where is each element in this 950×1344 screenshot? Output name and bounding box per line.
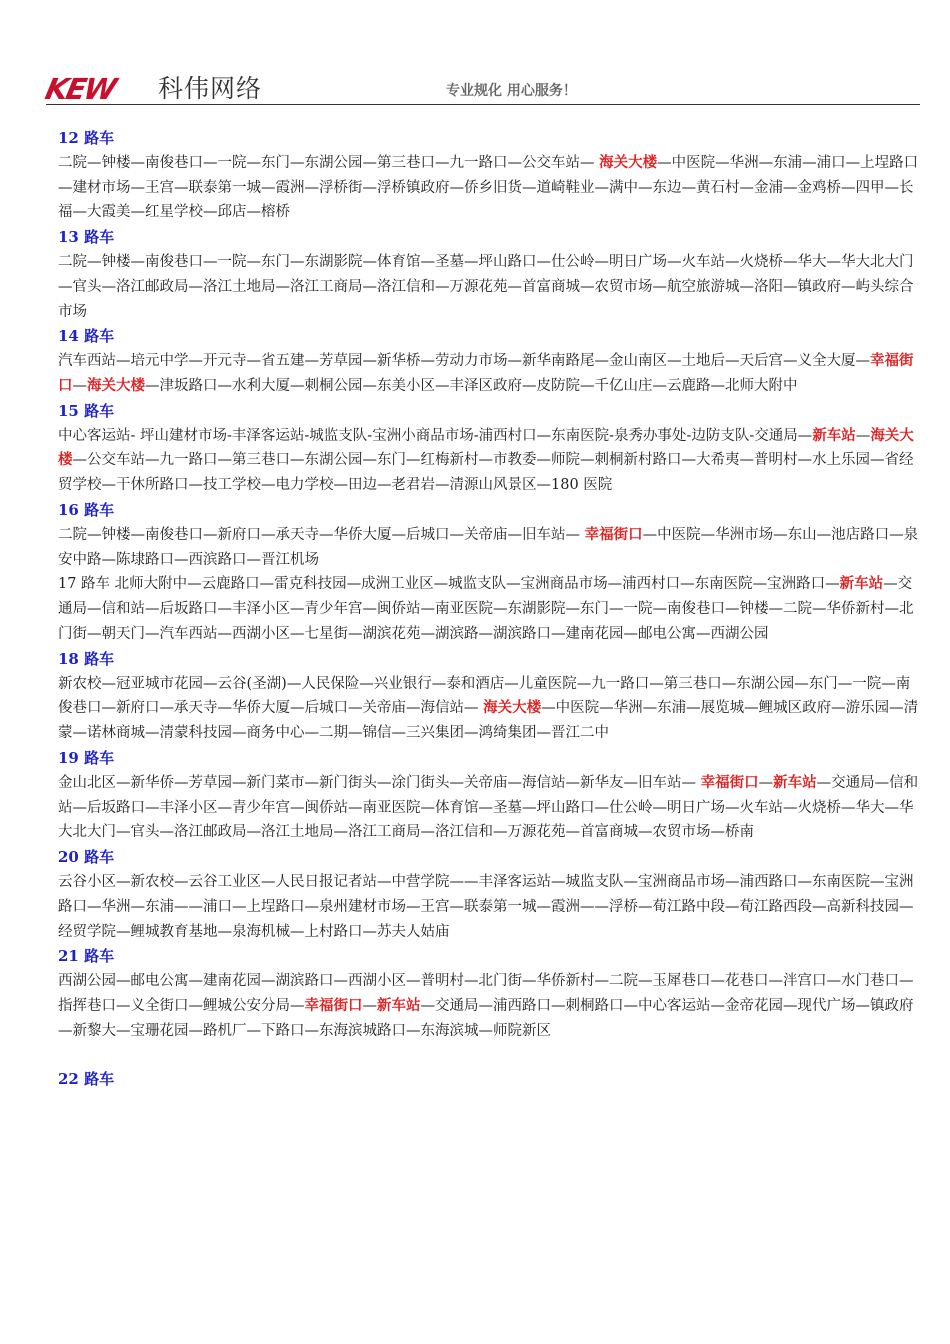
- route-stops: [58, 672, 920, 746]
- route-stops: [58, 424, 920, 498]
- highlighted-stop: 新车站: [812, 426, 856, 444]
- route-stops: [58, 969, 920, 1043]
- route-title: 15 路车: [58, 401, 115, 420]
- route-title: 19 路车: [58, 748, 115, 767]
- stop-text: —: [72, 377, 87, 394]
- route-stops: [58, 572, 920, 646]
- route-title: 21 路车: [58, 947, 115, 966]
- company-name: 科伟网络: [158, 74, 263, 103]
- highlighted-stop: 幸福街口: [700, 773, 759, 791]
- stop-text: —中医院—华洲—东浦—浦口—上埕路口—建材市场—王宫—联泰第一城—霞洲—浮桥街—浮桥镇政府—侨乡旧货—道崎鞋业—满中—东边—黄石村—金浦—金鸡桥—四甲—长福—大霞美—红星学校—邱店—榕桥: [58, 154, 919, 221]
- stop-text: 二院—钟楼—南俊巷口—新府口—承天寺—华侨大厦—后城口—关帝庙—旧车站—: [58, 526, 585, 543]
- stop-text: —中医院—华洲市场—东山—池店路口—泉安中路—陈埭路口—西滨路口—晋江机场: [58, 526, 919, 568]
- route-title: 14 路车: [58, 327, 115, 346]
- highlighted-stop: 新车站: [377, 996, 421, 1014]
- stop-text: 二院—钟楼—南俊巷口—一院—东门—东湖影院—体育馆—圣墓—坪山路口—仕公岭—明日广场—火车站—火烧桥—华大—华大北大门—官头—洛江邮政局—洛江土地局—洛江工商局—洛江信和—万源花苑—首富商城—农贸市场—航空旅游城—洛阳—镇政府—屿头综合市场: [58, 253, 914, 320]
- page-header: [42, 72, 920, 106]
- highlighted-stop: 海关大楼: [58, 426, 914, 469]
- highlighted-stop: 幸福街口: [584, 525, 643, 543]
- stop-text: —: [362, 997, 377, 1014]
- stop-text: —交通局—信和站—后坂路口—丰泽小区—青少年宫—闽侨站—南亚医院—体育馆—圣墓—坪山路口—仕公岭—明日广场—火车站—火烧桥—华大—华大北大门—官头—洛江邮政局—洛江土地局—洛江工商局—洛江信和—万源花苑—首富商城—农贸市场—桥南: [58, 774, 919, 841]
- spacer: [58, 1043, 920, 1067]
- stop-text: 二院—钟楼—南俊巷口—一院—东门—东湖公园—第三巷口—九一路口—公交车站—: [58, 154, 600, 171]
- route-title-22: 22 路车: [58, 1070, 115, 1089]
- stop-text: —中医院—华洲—东浦—展览城—鲤城区政府—游乐园—清蒙—诺林商城—清蒙科技园—商务中心—二期—锦信—三兴集团—鸿绮集团—晋江二中: [58, 700, 919, 742]
- stop-text: 云谷小区—新农校—云谷工业区—人民日报记者站—中营学院——丰泽客运站—城监支队—宝洲商品市场—浦西路口—东南医院—宝洲路口—华洲—东浦——浦口—上埕路口—泉州建材市场—王宫—联泰第一城—霞洲——浮桥—荀江路中段—荀江路西段—高新科技园—经贸学院—鲤城教育基地—泉海机械—上村路口—苏夫人姑庙: [58, 873, 914, 940]
- route-title: 20 路车: [58, 848, 115, 867]
- highlighted-stop: 幸福街口: [304, 996, 363, 1014]
- route-stops: [58, 250, 920, 324]
- stop-text: 金山北区—新华侨—芳草园—新门菜市—新门街头—涂门街头—关帝庙—海信站—新华友—旧车站—: [58, 774, 701, 791]
- stop-text: —: [855, 427, 871, 444]
- stop-text: 西湖公园—邮电公寓—建南花园—湖滨路口—西湖小区—普明村—北门街—华侨新村—二院—玉犀巷口—花巷口—泮宫口—水门巷口—指挥巷口—义全街口—鲤城公安分局—: [58, 973, 914, 1014]
- route-title: 16 路车: [58, 500, 115, 519]
- route-stops: [58, 151, 920, 225]
- highlighted-stop: 新车站: [773, 773, 817, 791]
- route-title: 13 路车: [58, 228, 115, 247]
- highlighted-stop: 幸福街口: [58, 352, 914, 394]
- stop-text: —津坂路口—水利大厦—刺桐公园—东美小区—丰泽区政府—皮防院—千亿山庄—云鹿路—北师大附中: [145, 377, 798, 394]
- stop-text: —公交车站—九一路口—第三巷口—东湖公园—东门—红梅新村—市教委—师院—刺桐新村路口—大希夷—普明村—水上乐园—省经贸学校—干休所路口—技工学校—电力学校—田边—老君岩—清源山风景区—180 医院: [58, 452, 914, 494]
- stop-text: 新农校—冠亚城市花园—云谷(圣湖)—人民保险—兴业银行—泰和酒店—儿童医院—九一路口—第三巷口—东湖公园—东门—一院—南俊巷口—新府口—承天寺—华侨大厦—后城口—关帝庙—海信站—: [58, 675, 911, 717]
- kew-logo: KEW: [42, 72, 118, 106]
- slogan: 专业规化 用心服务！: [446, 83, 577, 99]
- stop-text: 17 路车 北师大附中—云鹿路口—雷克科技园—成洲工业区—城监支队—宝洲商品市场—浦西村口—东南医院—宝洲路口—: [58, 576, 840, 593]
- route-stops: [58, 523, 920, 573]
- highlighted-stop: 新车站: [839, 575, 884, 593]
- route-list: [58, 126, 920, 1092]
- stop-text: 中心客运站- 坪山建材市场-丰泽客运站-城监支队-宝洲小商品市场-浦西村口—东南医院-泉秀办事处-边防支队-交通局—: [58, 427, 813, 444]
- route-stops: [58, 771, 920, 845]
- route-title: 18 路车: [58, 649, 115, 668]
- route-title: 12 路车: [58, 129, 115, 147]
- highlighted-stop: 海关大楼: [87, 376, 145, 394]
- stop-text: —交通局—信和站—后坂路口—丰泽小区—青少年宫—闽侨站—南亚医院—东湖影院—东门—一院—南俊巷口—钟楼—二院—华侨新村—北门街—朝天门—汽车西站—西湖小区—七星街—湖滨花苑—湖滨路—湖滨路口—建南花园—邮电公寓—西湖公园: [58, 576, 914, 642]
- stop-text: 汽车西站—培元中学—开元寺—省五建—芳草园—新华桥—劳动力市场—新华南路尾—金山南区—土地后—天后宫—义全大厦—: [58, 353, 870, 370]
- stop-text: —交通局—浦西路口—刺桐路口—中心客运站—金帝花园—现代广场—镇政府—新黎大—宝珊花园—路机厂—下路口—东海滨城路口—东海滨城—师院新区: [58, 997, 914, 1039]
- highlighted-stop: 海关大楼: [599, 153, 658, 171]
- route-stops: [58, 349, 920, 399]
- stop-text: —: [758, 774, 774, 791]
- highlighted-stop: 海关大楼: [483, 699, 542, 717]
- route-stops: [58, 870, 920, 944]
